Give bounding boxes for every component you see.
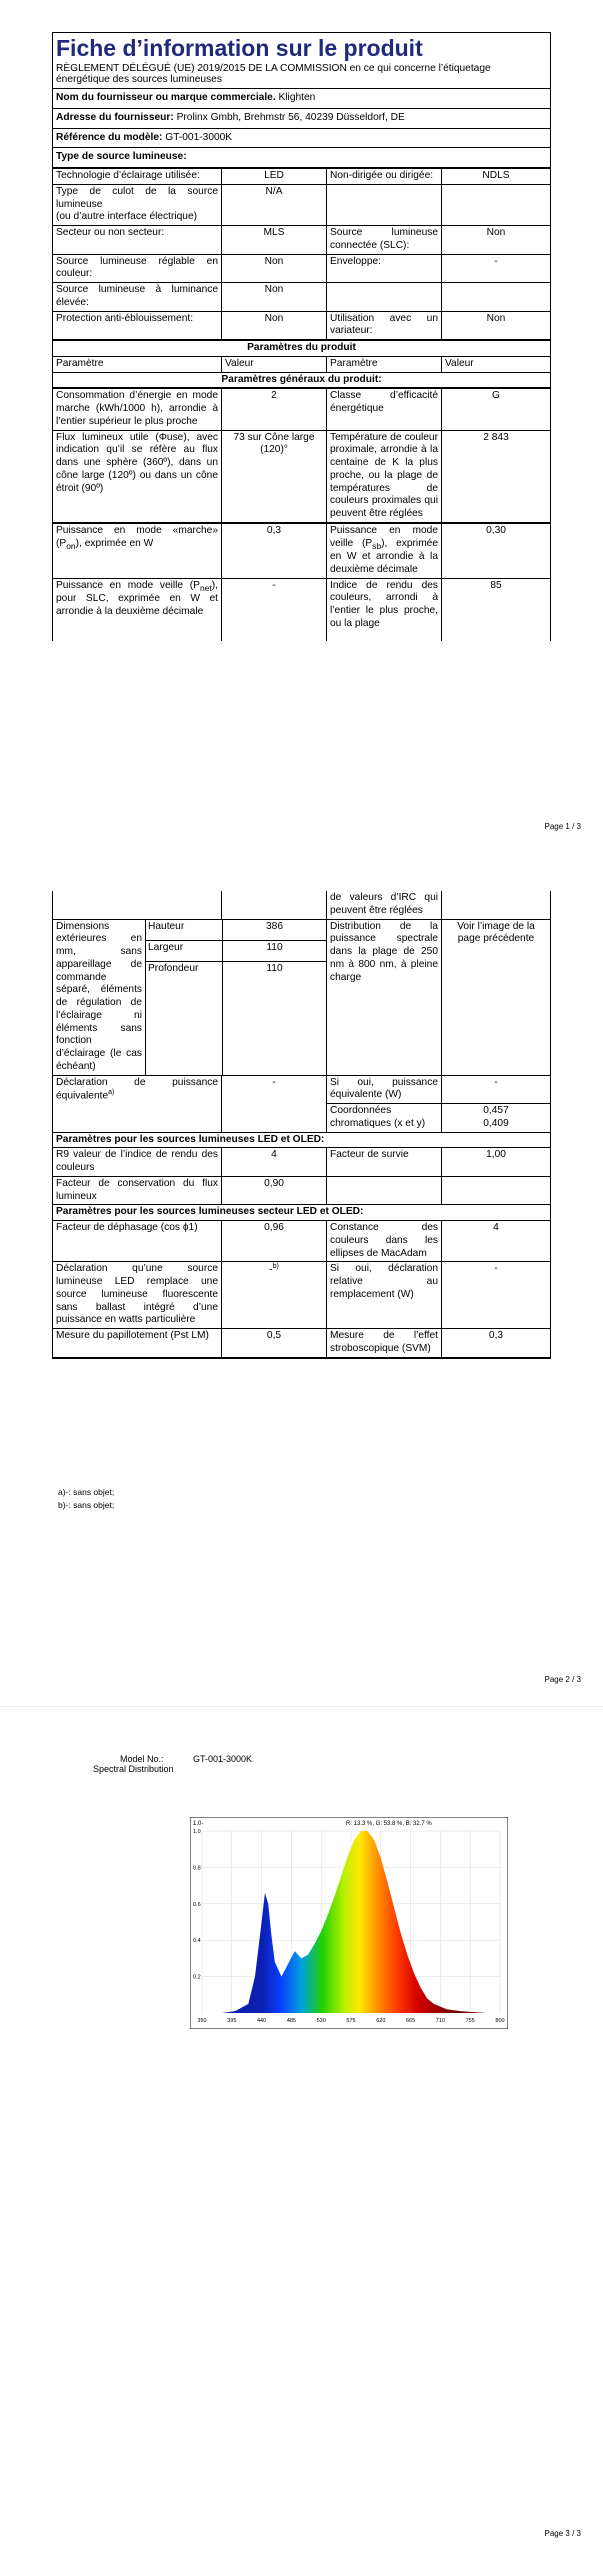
table-row: Puissance en mode «marche» $(P_{on})$, exprimée en W 0,3 Puissance en mode veille $(P_{sb})$, exprimée en W et arrondie à la deuxième décimale 0,30 xyxy=(53,523,550,578)
x-tick-label: 575 xyxy=(346,2018,356,2024)
table-row: Flux lumineux utile (Φuse), avec indication qu’il se réfère au flux dans une sphère (360º), dans un cône large (120º) ou dans un cône étroit (90º) 73 sur Cône large (120)° Température de couleur proximale, arrondie à la centaine de K la plus proche, ou la plage de températures de couleurs proximales qui peuvent être réglées 2 843 xyxy=(53,430,550,522)
y-tick-label: 0.6 xyxy=(193,1901,201,1908)
general-params-title: Paramètres généraux du produit: xyxy=(53,372,550,388)
mains-params-title: Paramètres pour les sources lumineuses secteur LED et OLED: xyxy=(53,1205,550,1221)
table-row: Consommation d’énergie en mode marche (kWh/1000 h), arrondie à l’entier supérieur le plus proche 2 Classe d’efficacité énergétique G xyxy=(53,389,550,430)
footnotes xyxy=(58,1486,114,1512)
model-value: GT-001-3000K xyxy=(165,131,233,143)
header-value-2: Valeur xyxy=(442,356,551,372)
page-3 xyxy=(0,1707,603,2560)
supplier-value: Klighten xyxy=(278,92,316,103)
table-row: Secteur ou non secteur: MLS Source lumineuse connectée (SLC): Non xyxy=(53,226,550,255)
header-param: Paramètre xyxy=(53,356,222,372)
model-value: GT-001-3000K xyxy=(193,1754,253,1764)
product-sheet-frame-2 xyxy=(52,891,551,1359)
x-tick-label: 440 xyxy=(257,2018,267,2024)
table-row: Source lumineuse réglable en couleur: Non Enveloppe: - xyxy=(53,254,550,283)
table-row: Déclaration qu’une source lumineuse LED remplace une source lumineuse fluorescente sans ballast intégré d’une puissance en watts particulière -$^{b)}$ Si oui, déclaration relative au remplacement (W) - xyxy=(53,1262,550,1329)
address-label: Adresse du fournisseur: xyxy=(56,111,174,123)
page-1 xyxy=(0,0,603,853)
header-value: Valeur xyxy=(222,356,327,372)
spectral-title: Spectral Distribution xyxy=(93,1764,174,1774)
x-tick-label: 530 xyxy=(316,2018,326,2024)
params-header-table xyxy=(53,340,550,388)
dimensions-subtable xyxy=(53,920,326,1075)
dim-width-value: 110 xyxy=(223,940,327,961)
table-row: Puissance en mode veille $(P_{net})$, pour SLC, exprimée en W et arrondie à la deuxième décimale - Indice de rendu des couleurs, arrondi à l’entier le plus proche, ou la plage 85 xyxy=(53,578,550,641)
footnote-a: a)-: sans objet; xyxy=(58,1487,115,1497)
y-tick-label: 0.8 xyxy=(193,1865,201,1872)
table-row: Facteur de conservation du flux lumineux 0,90 xyxy=(53,1176,550,1205)
table-row: Facteur de déphasage (cos ϕ1) 0,96 Constance des couleurs dans les ellipses de MacAdam 4 xyxy=(53,1221,550,1262)
general-params-table xyxy=(53,388,550,523)
params-table-continued xyxy=(53,891,550,1358)
table-row xyxy=(53,919,550,1075)
dimensions-label: Dimensions extérieures en mm, sans appareillage de commande séparé, éléments de régulation de l’éclairage ni éléments sans fonction d’éclairage (le cas échéant) xyxy=(53,920,146,1075)
spectral-distribution-chart xyxy=(190,1817,508,2029)
page-number: Page 2 / 3 xyxy=(544,1675,581,1684)
x-tick-label: 350 xyxy=(197,2018,207,2024)
chroma-x: 0,457 xyxy=(483,1105,509,1116)
light-source-type-table xyxy=(53,168,550,340)
address-value: Prolinx Gmbh, Brehmstr 56, 40239 Düsseldorf, DE xyxy=(176,111,405,123)
model-label: Référence du modèle: xyxy=(56,131,163,143)
power-rows-table xyxy=(53,523,550,641)
x-tick-label: 710 xyxy=(435,2018,445,2024)
table-row: Type de culot de la source lumineuse (ou d’autre interface électrique) N/A xyxy=(53,184,550,225)
table-row: Mesure du papillotement (Pst LM) 0,5 Mesure de l’effet stroboscopique (SVM) 0,3 xyxy=(53,1329,550,1358)
product-sheet-frame xyxy=(52,32,551,641)
table-row xyxy=(53,891,550,919)
header-param-2: Paramètre xyxy=(327,356,442,372)
led-params-title: Paramètres pour les sources lumineuses LED et OLED: xyxy=(53,1132,550,1148)
x-tick-label: 665 xyxy=(406,2018,416,2024)
dim-height-label: Hauteur xyxy=(146,920,223,941)
footnote-b: b)-: sans objet; xyxy=(58,1499,115,1510)
y-tick-label: 1.0 xyxy=(193,1829,201,1835)
x-tick-label: 800 xyxy=(495,2018,505,2024)
table-row: Protection anti-éblouissement: Non Utilisation avec un variateur: Non xyxy=(53,311,550,340)
y-tick-label: 0.4 xyxy=(193,1938,201,1945)
page-number: Page 3 / 3 xyxy=(544,2529,581,2538)
table-row: Source lumineuse à luminance élevée: Non xyxy=(53,283,550,312)
table-row: Déclaration de puissance équivalente$^{a)}$ - Si oui, puissance équivalente (W) - xyxy=(53,1075,550,1104)
table-row: Technologie d’éclairage utilisée: LED Non-dirigée ou dirigée: NDLS xyxy=(53,169,550,185)
x-tick-label: 755 xyxy=(465,2018,475,2024)
rgb-ratio-text: R: 13.3 %, G: 53.8 %, B: 32.7 % xyxy=(346,1821,432,1827)
dim-width-label: Largeur xyxy=(146,940,223,961)
dim-depth-value: 110 xyxy=(223,962,327,983)
dim-height-value: 386 xyxy=(223,920,327,941)
table-row: R9 valeur de l’indice de rendu des couleurs 4 Facteur de survie 1,00 xyxy=(53,1148,550,1177)
model-label: Model No.: xyxy=(120,1754,164,1764)
table-row: Coordonnées chromatiques (x et y) 0,457 0,409 xyxy=(53,1104,550,1133)
document-title: Fiche d’information sur le produit xyxy=(56,35,423,61)
page-2 xyxy=(0,853,603,1706)
y-tick-label: 0.2 xyxy=(193,1974,201,1981)
y-top-label: 1.0- xyxy=(193,1821,204,1827)
spectral-label: Distribution de la puissance spectrale dans la plage de 250 nm à 800 nm, à pleine charge xyxy=(327,919,442,1075)
x-tick-label: 485 xyxy=(286,2018,296,2024)
page-number: Page 1 / 3 xyxy=(544,822,581,831)
dim-depth-label: Profondeur xyxy=(146,962,223,983)
regulation-text: RÈGLEMENT DÉLÉGUÉ (UE) 2019/2015 DE LA COMMISSION en ce qui concerne l’étiquetage énergétique des sources lumineuses xyxy=(56,63,491,85)
spectral-value: Voir l’image de la page précédente xyxy=(442,919,551,1075)
info-table xyxy=(53,88,550,168)
params-section-title: Paramètres du produit xyxy=(53,341,550,357)
supplier-label: Nom du fournisseur ou marque commerciale. xyxy=(56,92,276,103)
x-tick-label: 620 xyxy=(376,2018,386,2024)
chroma-y: 0,409 xyxy=(483,1117,509,1129)
type-label: Type de source lumineuse: xyxy=(53,148,550,168)
x-tick-label: 395 xyxy=(227,2018,237,2024)
cri-continued: de valeurs d’IRC qui peuvent être réglées xyxy=(327,891,442,919)
